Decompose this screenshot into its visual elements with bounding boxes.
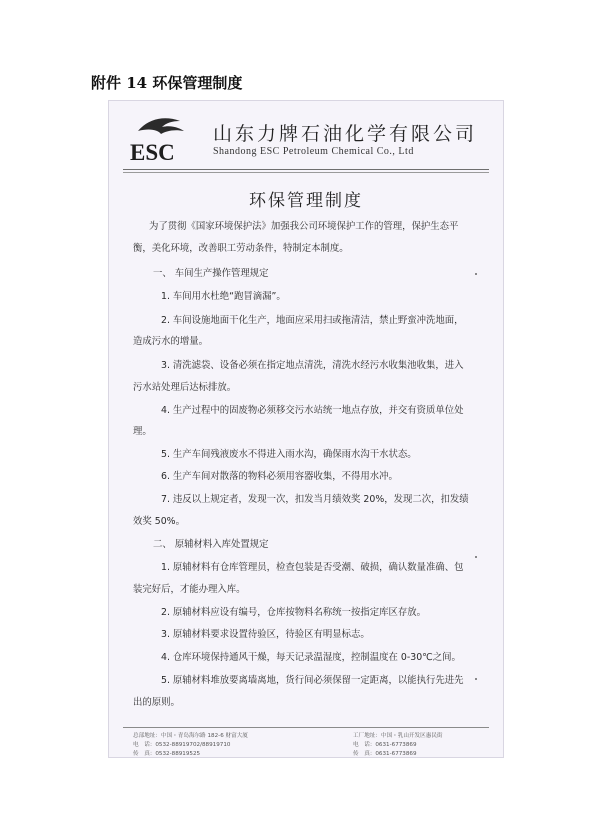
paragraph-line: 装完好后，才能办理入库。 (133, 584, 246, 595)
header-rule-thin (123, 172, 489, 173)
company-logo (128, 113, 192, 165)
paragraph-line: 污水站处理后达标排放。 (133, 382, 237, 393)
section-heading: 二、 原辅材料入库处置规定 (153, 539, 269, 550)
footer-factory-phone: 电 话：0631-6773869 (353, 742, 417, 748)
footer-hq-address: 总部地址：中国・青岛海尔路 182-6 财富大厦 (133, 733, 248, 739)
paragraph-line: 2. 原辅材料应设有编号，仓库按物料名称统一按指定库区存放。 (161, 607, 427, 618)
footer-hq-fax: 传 真：0532-88919525 (133, 751, 201, 757)
paragraph-line: 1. 车间用水杜绝“跑冒滴漏”。 (161, 291, 286, 302)
paragraph-line: 6. 生产车间对散落的物料必须用容器收集，不得用水冲。 (161, 471, 398, 482)
paragraph-line: 2. 车间设施地面干化生产，地面应采用扫或拖清洁，禁止野蛮冲洗地面， (161, 315, 464, 326)
paragraph-line: 4. 生产过程中的固废物必须移交污水站统一地点存放，并交有资质单位处 (161, 405, 464, 416)
paragraph-line: 出的原则。 (133, 697, 180, 708)
paragraph-line: 衡，美化环境，改善职工劳动条件，特制定本制度。 (133, 243, 349, 254)
letterhead (109, 101, 503, 169)
paragraph-line: 7. 违反以上规定者，发现一次，扣发当月绩效奖 20%，发现二次，扣发绩 (161, 494, 469, 505)
header-rule (123, 169, 489, 170)
scanned-document (108, 100, 504, 758)
paragraph-line: 5. 生产车间残液废水不得进入雨水沟，确保雨水沟干水状态。 (161, 449, 417, 460)
paragraph-line: 理。 (133, 426, 152, 437)
paragraph-line: 3. 原辅材料要求设置待验区，待验区有明显标志。 (161, 629, 370, 640)
paragraph-line: 效奖 50%。 (133, 516, 185, 527)
scan-speck (475, 678, 477, 680)
company-name-cn: 山东力牌石油化学有限公司 (213, 123, 478, 145)
paragraph-line: 1. 原辅材料有仓库管理员，检查包装是否受潮、破损，确认数量准确、包 (161, 562, 464, 573)
company-name-en: Shandong ESC Petroleum Chemical Co., Ltd (213, 146, 414, 157)
scan-speck (475, 273, 477, 275)
logo-text: ESC (130, 140, 175, 165)
eagle-icon (138, 118, 184, 134)
footer-hq-phone: 电 话：0532-88919702/88919710 (133, 742, 231, 748)
paragraph-line: 5. 原辅材料堆放要离墙离地，货行间必须保留一定距离，以能执行先进先 (161, 675, 464, 686)
section-heading: 一、 车间生产操作管理规定 (153, 268, 269, 279)
paragraph-line: 造成污水的增量。 (133, 336, 209, 347)
footer-rule (123, 727, 489, 728)
paragraph-line: 4. 仓库环境保持通风干燥，每天记录温湿度，控制温度在 0-30℃之间。 (161, 652, 461, 663)
footer-factory-address: 工厂地址：中国・乳山开发区惠民街 (353, 733, 443, 739)
footer-factory-fax: 传 真：0631-6773869 (353, 751, 417, 757)
attachment-title: 附件 14 环保管理制度 (91, 74, 243, 92)
paragraph-line: 3. 清洗滤袋、设备必须在指定地点清洗，清洗水经污水收集池收集，进入 (161, 360, 464, 371)
paragraph-line: 为了贯彻《国家环境保护法》加强我公司环境保护工作的管理，保护生态平 (149, 221, 459, 232)
document-title: 环保管理制度 (249, 191, 363, 211)
scan-speck (475, 556, 477, 558)
